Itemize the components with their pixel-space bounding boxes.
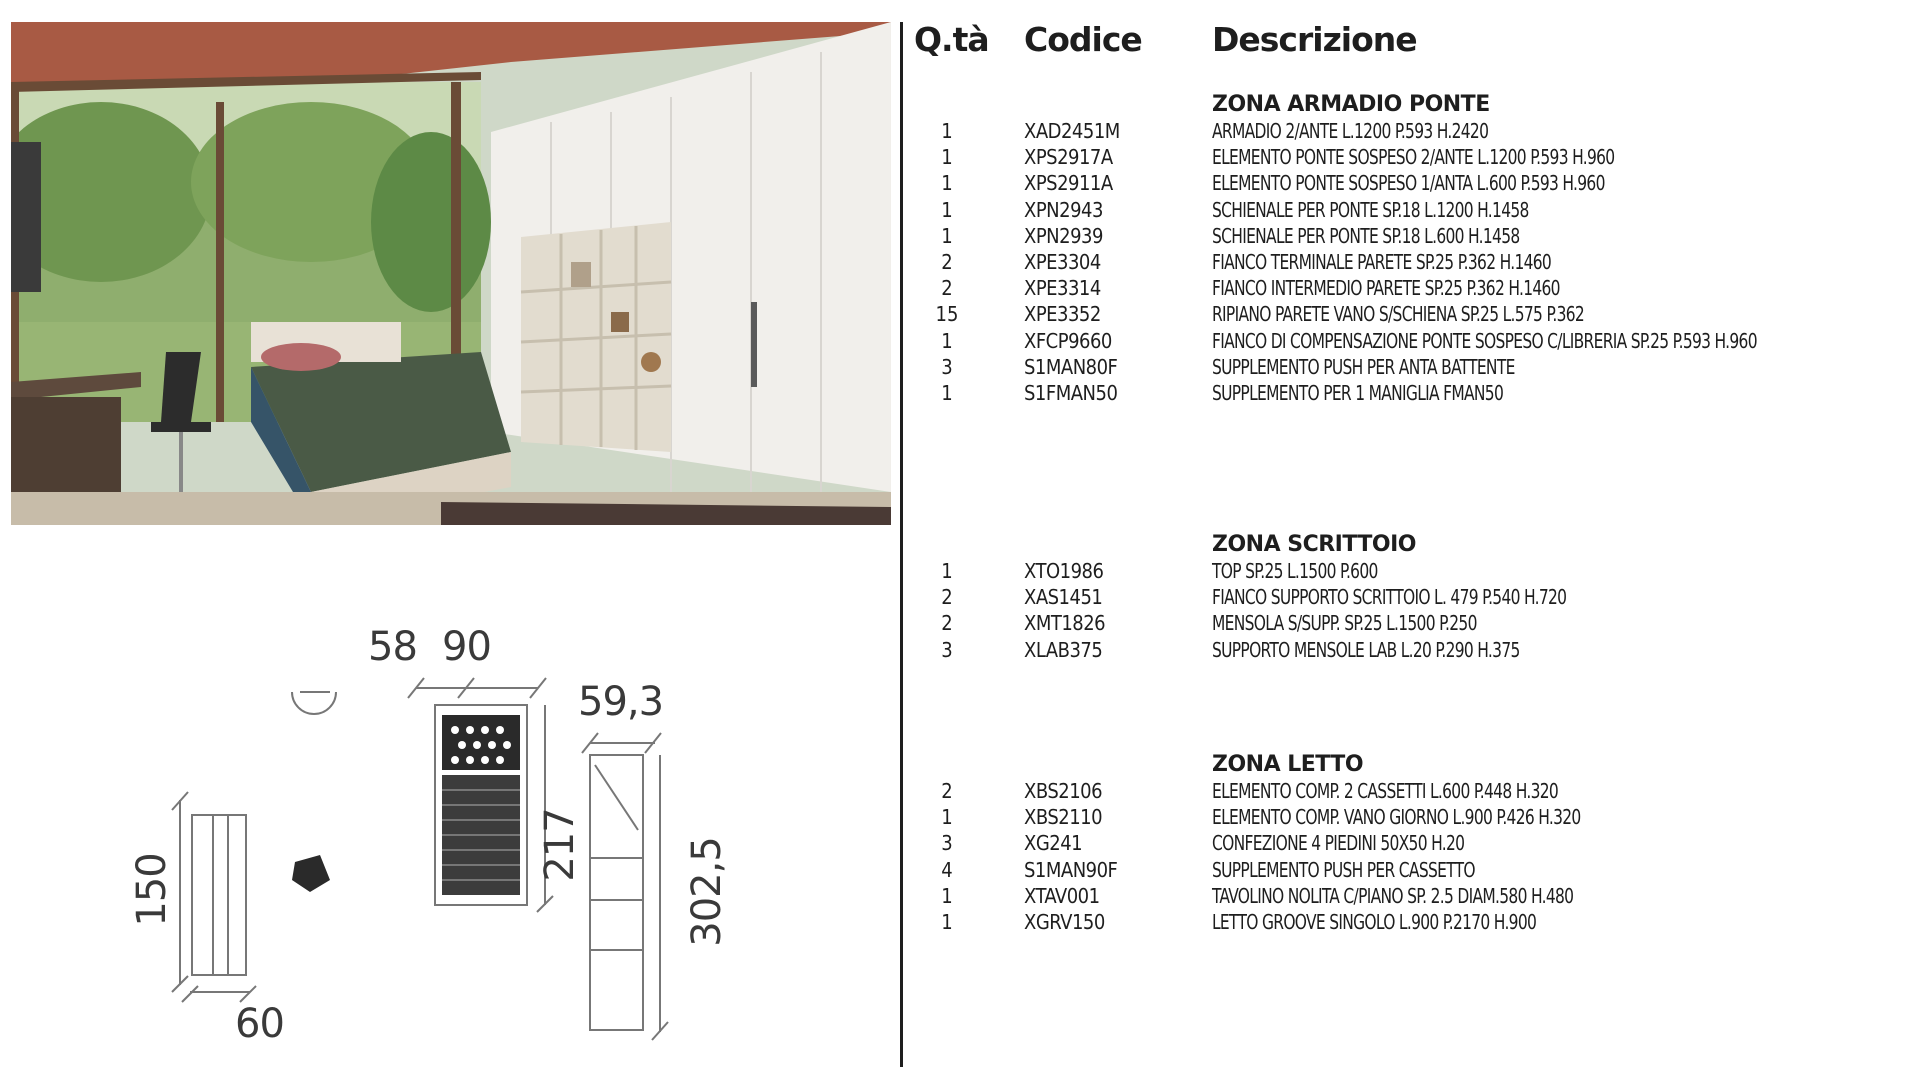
row-description: ELEMENTO PONTE SOSPESO 2/ANTE L.1200 P.593 H.960 [1212,145,1615,170]
row-code: XPN2943 [1024,197,1103,222]
zone-title: ZONA SCRITTOIO [1212,532,1416,557]
row-qty: 1 [941,171,953,196]
dim-60: 60 [235,1001,284,1047]
row-qty: 1 [941,883,953,908]
row-description: ELEMENTO COMP. VANO GIORNO L.900 P.426 H.320 [1212,805,1581,830]
row-code: XPE3352 [1024,302,1101,327]
row-code: XGRV150 [1024,910,1105,934]
table-row [912,907,1912,937]
row-code: S1MAN80F [1024,354,1118,379]
row-description: LETTO GROOVE SINGOLO L.900 P.2170 H.900 [1212,910,1537,934]
zone-title: ZONA LETTO [1212,752,1364,777]
dim-90: 90 [442,624,491,670]
row-qty: 3 [941,637,953,662]
bedroom-illustration [11,22,891,525]
desk-chair [292,855,330,892]
floor-plan [120,600,760,1050]
row-qty: 3 [941,354,953,379]
dim-302-5: 302,5 [684,837,730,947]
row-code: XPN2939 [1024,223,1103,248]
row-description: FIANCO SUPPORTO SCRITTOIO L. 479 P.540 H.720 [1212,585,1567,610]
row-qty: 2 [941,779,953,803]
row-description: ELEMENTO COMP. 2 CASSETTI L.600 P.448 H.320 [1212,779,1559,803]
floor-plan-drawing [120,600,760,1050]
table-header [912,20,1912,80]
row-qty: 1 [941,910,953,934]
row-qty: 1 [941,197,953,222]
row-qty: 1 [941,328,953,353]
row-qty: 1 [941,145,953,170]
dim-58: 58 [368,624,417,670]
row-code: XPE3314 [1024,276,1101,301]
row-code: XMT1826 [1024,611,1106,636]
dim-150: 150 [129,853,175,927]
row-description: FIANCO TERMINALE PARETE SP.25 P.362 H.1460 [1212,250,1552,274]
row-description: MENSOLA S/SUPP. SP.25 L.1500 P.250 [1212,611,1477,636]
row-description: CONFEZIONE 4 PIEDINI 50X50 H.20 [1212,831,1465,856]
row-code: XBS2106 [1024,779,1103,803]
table-row [912,635,1912,665]
row-qty: 4 [941,857,953,882]
row-description: ARMADIO 2/ANTE L.1200 P.593 H.2420 [1212,119,1489,143]
row-code: S1FMAN50 [1024,381,1118,405]
dim-217: 217 [537,808,583,882]
row-qty: 1 [941,805,953,830]
row-code: XBS2110 [1024,805,1103,830]
row-qty: 3 [941,831,953,856]
row-code: XG241 [1024,831,1083,856]
row-code: XPS2917A [1024,145,1113,170]
row-description: RIPIANO PARETE VANO S/SCHIENA SP.25 L.575 P.362 [1212,302,1585,327]
row-code: XPE3304 [1024,250,1101,274]
row-description: SCHIENALE PER PONTE SP.18 L.1200 H.1458 [1212,197,1529,222]
row-qty: 2 [941,585,953,610]
row-description: SUPPLEMENTO PUSH PER CASSETTO [1212,857,1475,882]
row-code: XPS2911A [1024,171,1113,196]
row-description: ELEMENTO PONTE SOSPESO 1/ANTA L.600 P.593 H.960 [1212,171,1605,196]
zone-title: ZONA ARMADIO PONTE [1212,92,1490,117]
row-code: XTO1986 [1024,559,1104,583]
row-description: SUPPLEMENTO PUSH PER ANTA BATTENTE [1212,354,1515,379]
row-qty: 2 [941,611,953,636]
row-description: SUPPORTO MENSOLE LAB L.20 P.290 H.375 [1212,637,1520,662]
header-code: Codice [1024,20,1142,59]
column-divider [900,22,903,1067]
parts-table [912,20,1912,1070]
row-code: XAD2451M [1024,119,1120,143]
row-code: S1MAN90F [1024,857,1118,882]
row-description: SCHIENALE PER PONTE SP.18 L.600 H.1458 [1212,223,1520,248]
row-description: FIANCO INTERMEDIO PARETE SP.25 P.362 H.1460 [1212,276,1560,301]
row-qty: 15 [935,302,959,327]
row-description: TOP SP.25 L.1500 P.600 [1212,559,1378,583]
row-qty: 1 [941,381,953,405]
header-qty: Q.tà [914,20,989,59]
row-qty: 2 [941,250,953,274]
dim-59-3: 59,3 [578,679,664,725]
header-description: Descrizione [1212,20,1417,59]
row-code: XLAB375 [1024,637,1103,662]
row-qty: 1 [941,119,953,143]
desk-outline [192,815,246,975]
table-row [912,378,1912,408]
row-code: XTAV001 [1024,883,1100,908]
room-photo [11,22,891,525]
row-description: SUPPLEMENTO PER 1 MANIGLIA FMAN50 [1212,381,1504,405]
row-description: TAVOLINO NOLITA C/PIANO SP. 2.5 DIAM.580 H.480 [1212,883,1574,908]
row-qty: 1 [941,559,953,583]
row-code: XAS1451 [1024,585,1103,610]
row-qty: 1 [941,223,953,248]
row-code: XFCP9660 [1024,328,1112,353]
row-qty: 2 [941,276,953,301]
row-description: FIANCO DI COMPENSAZIONE PONTE SOSPESO C/LIBRERIA SP.25 P.593 H.960 [1212,328,1757,353]
